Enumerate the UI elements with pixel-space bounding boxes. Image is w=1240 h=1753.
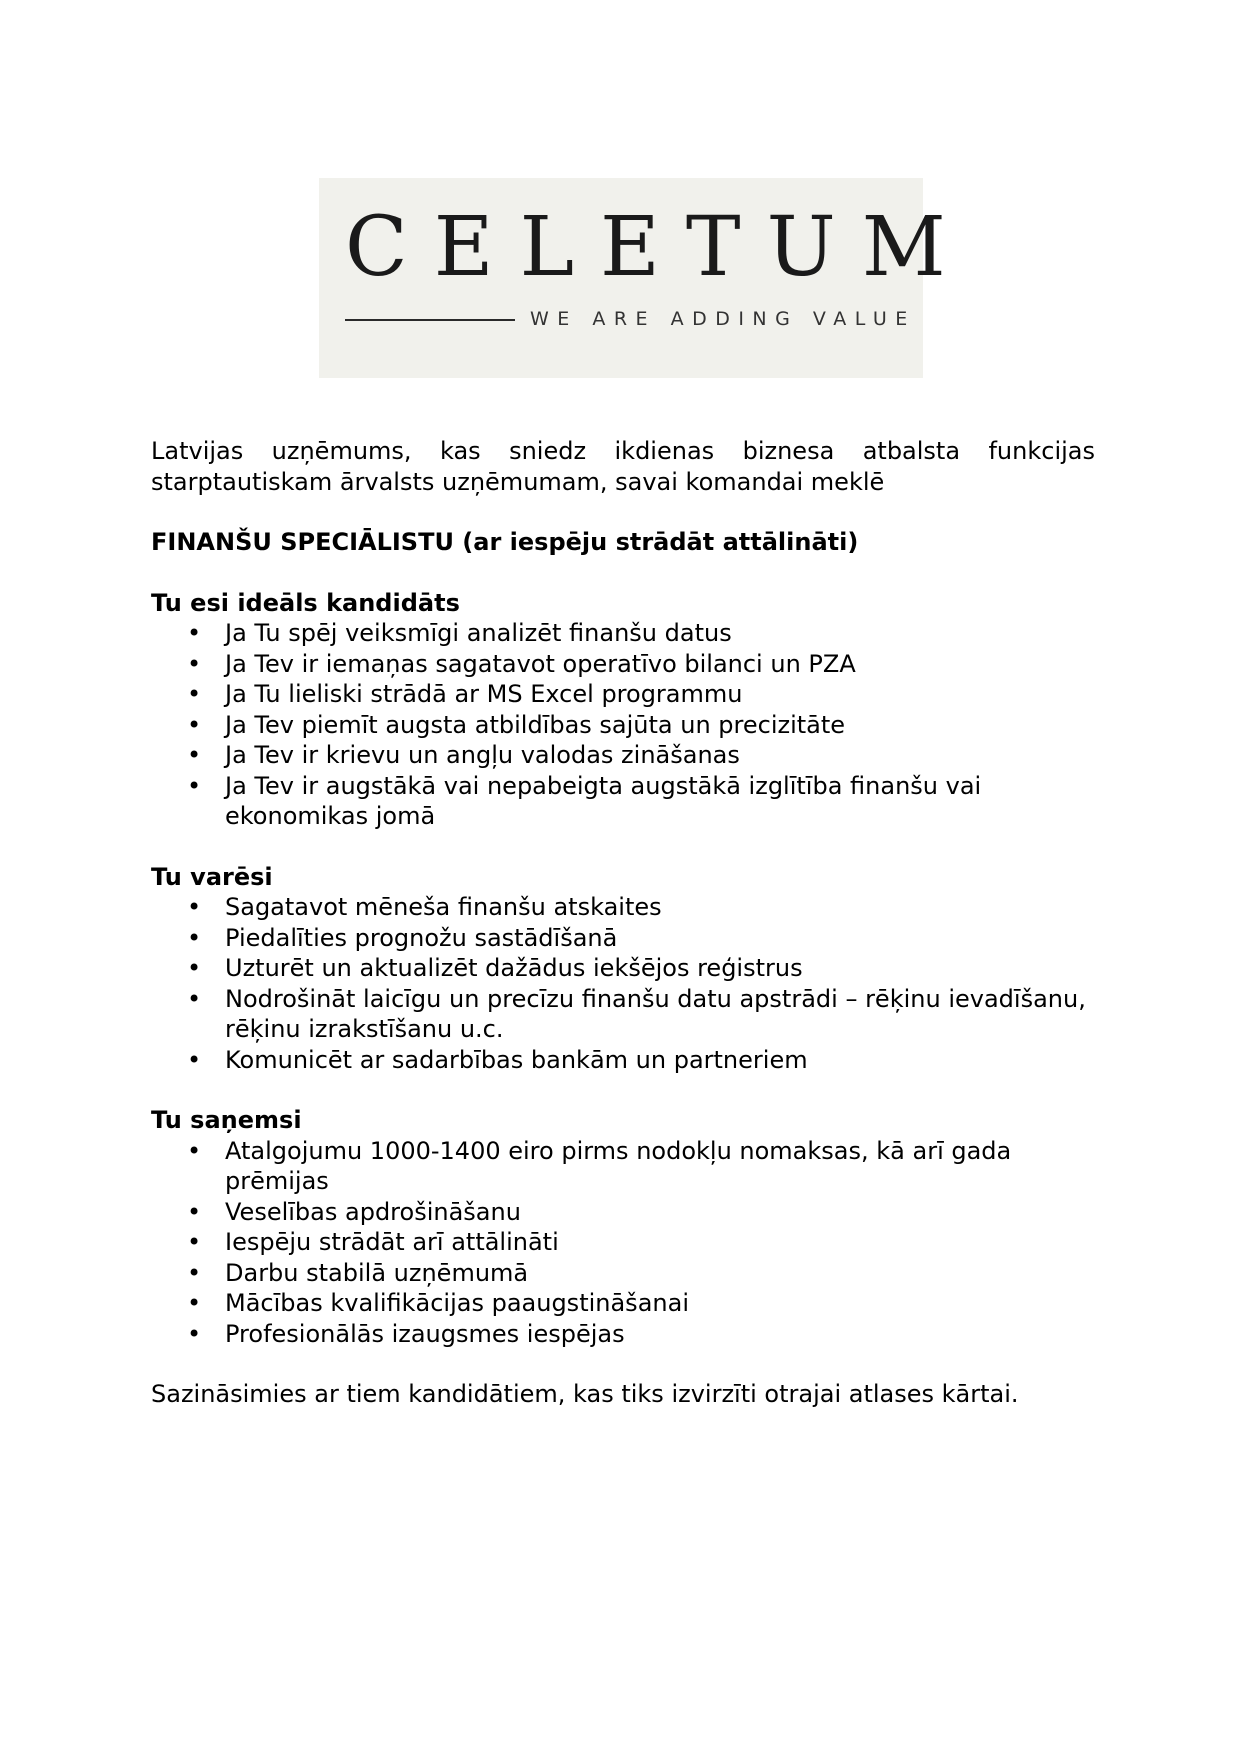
list-item: • Ja Tev piemīt augsta atbildības sajūta un precizitāte: [151, 710, 1095, 741]
company-logo: [319, 178, 972, 378]
job-posting: [151, 436, 1095, 1410]
intro-paragraph: Latvijas uzņēmums, kas sniedz ikdienas biznesa atbalsta funkcijas starptautiskam ārvalsts uzņēmumam, savai komandai meklē: [151, 437, 1095, 496]
list-item: • Piedalīties prognožu sastādīšanā: [151, 923, 1095, 954]
logo-divider-line: [345, 319, 515, 321]
list-item: • Nodrošināt laicīgu un precīzu finanšu datu apstrādi – rēķinu ievadīšanu, rēķinu izrakstīšanu u.c.: [151, 984, 1095, 1045]
list-item: • Ja Tev ir iemaņas sagatavot operatīvo bilanci un PZA: [151, 649, 1095, 680]
list-item: • Ja Tev ir augstākā vai nepabeigta augstākā izglītība finanšu vai ekonomikas jomā: [151, 771, 1095, 832]
logo-tagline: WE ARE ADDING VALUE: [530, 308, 916, 330]
list-item: • Ja Tev ir krievu un angļu valodas zināšanas: [151, 740, 1095, 771]
list-item: • Mācības kvalifikācijas paaugstināšanai: [151, 1288, 1095, 1319]
list-item: • Veselības apdrošināšanu: [151, 1197, 1095, 1228]
responsibilities-list: [151, 892, 1095, 1075]
benefits-list: [151, 1136, 1095, 1350]
section-ideal-candidate: [151, 588, 1095, 832]
section-heading: Tu saņemsi: [151, 1106, 302, 1134]
list-item: • Atalgojumu 1000-1400 eiro pirms nodokļu nomaksas, kā arī gada prēmijas: [151, 1136, 1095, 1197]
section-responsibilities: [151, 862, 1095, 1076]
list-item: • Uzturēt un aktualizēt dažādus iekšējos reģistrus: [151, 953, 1095, 984]
list-item: • Profesionālās izaugsmes iespējas: [151, 1319, 1095, 1350]
list-item: • Komunicēt ar sadarbības bankām un partneriem: [151, 1045, 1095, 1076]
requirements-list: [151, 618, 1095, 832]
list-item: • Iespēju strādāt arī attālināti: [151, 1227, 1095, 1258]
section-heading: Tu esi ideāls kandidāts: [151, 588, 460, 617]
list-item: • Ja Tu spēj veiksmīgi analizēt finanšu datus: [151, 618, 1095, 649]
logo-wordmark: CELETUM: [345, 200, 972, 295]
job-title: FINANŠU SPECIĀLISTU (ar iespēju strādāt attālināti): [151, 528, 859, 556]
list-item: • Darbu stabilā uzņēmumā: [151, 1258, 1095, 1289]
list-item: • Ja Tu lieliski strādā ar MS Excel programmu: [151, 679, 1095, 710]
closing-paragraph: Sazināsimies ar tiem kandidātiem, kas tiks izvirzīti otrajai atlases kārtai.: [151, 1380, 1019, 1408]
section-heading: Tu varēsi: [151, 862, 273, 891]
section-benefits: [151, 1105, 1095, 1349]
list-item: • Sagatavot mēneša finanšu atskaites: [151, 892, 1095, 923]
